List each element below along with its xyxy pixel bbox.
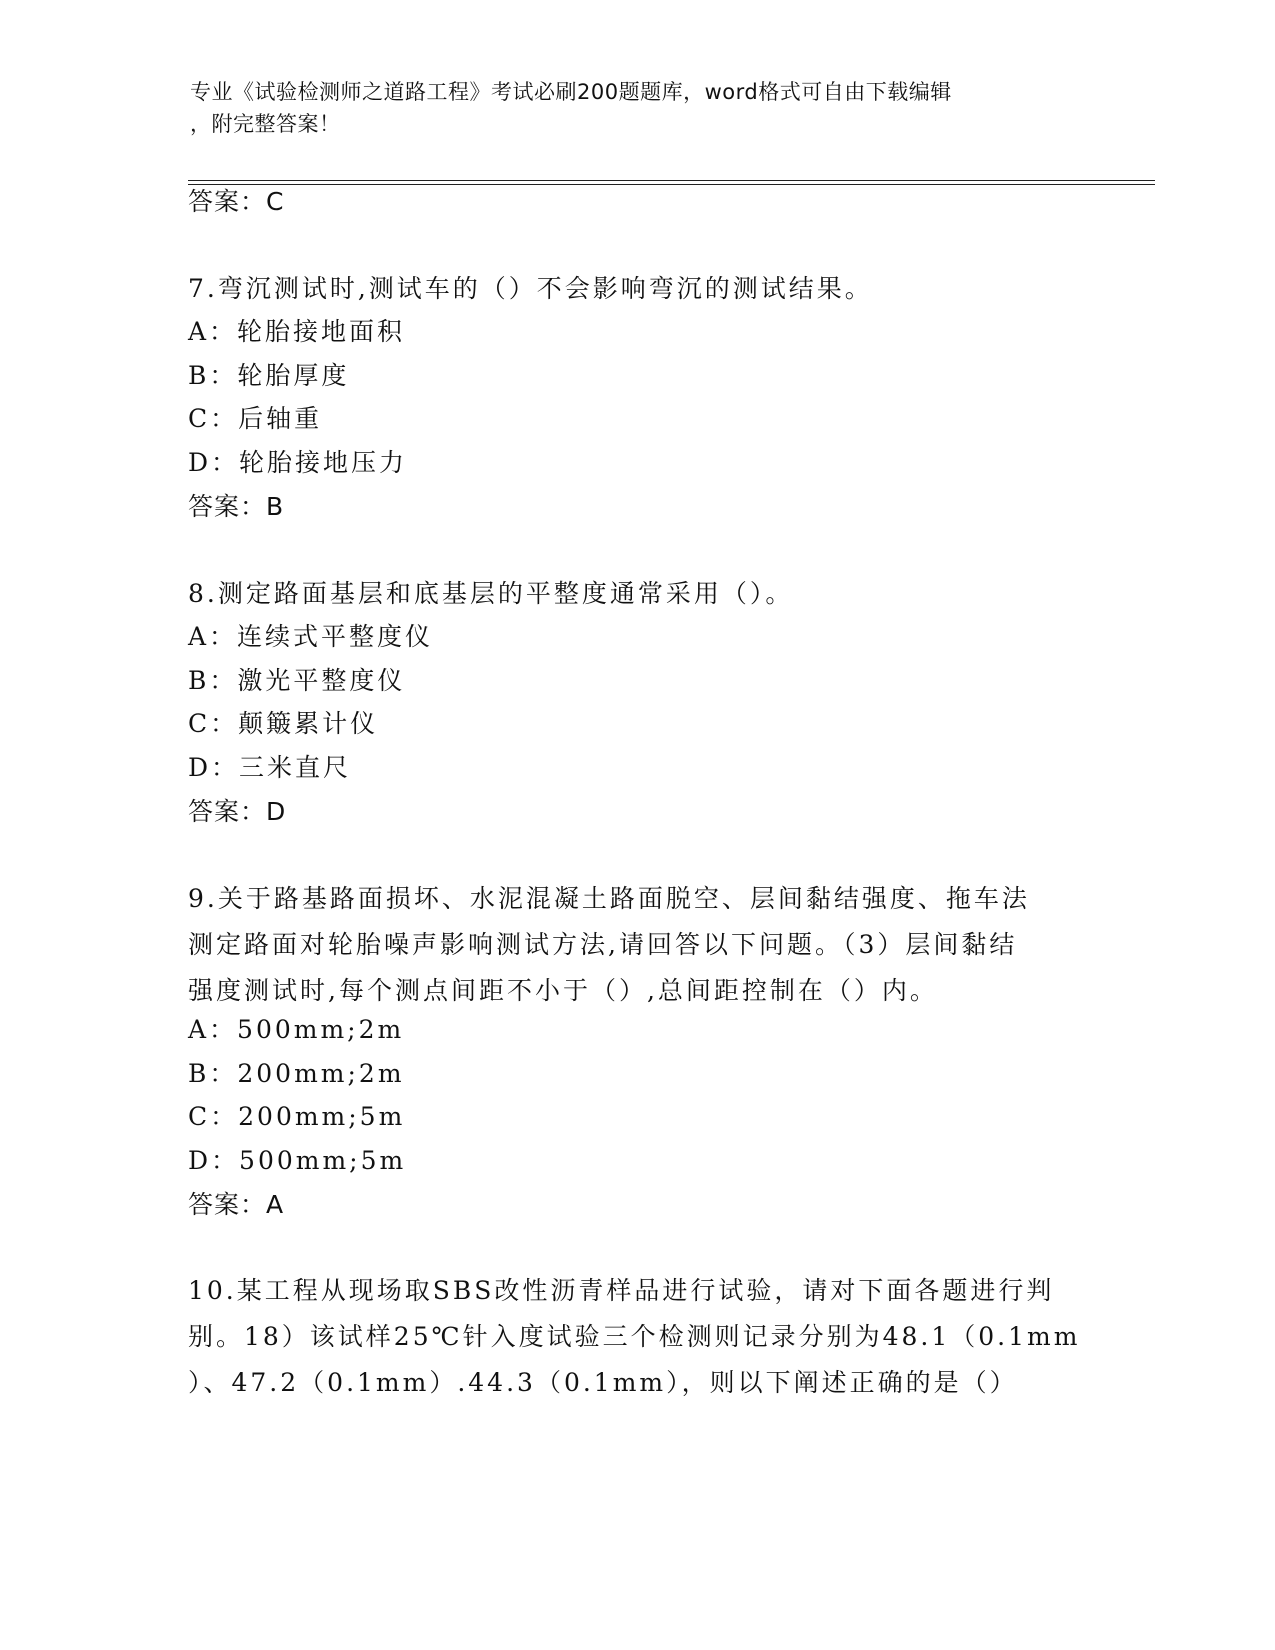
- question-7-stem: [188, 266, 1088, 312]
- header-line-2: ，附完整答案！: [190, 112, 341, 136]
- question-line: 测定路面对轮胎噪声影响测试方法,请回答以下问题。（3）层间黏结: [188, 930, 1018, 959]
- question-10-stem: [188, 1268, 1088, 1406]
- question-7-option-a: A：轮胎接地面积: [188, 317, 406, 346]
- answer-q6: 答案：C: [188, 187, 285, 216]
- header-divider-bottom: [188, 184, 1155, 185]
- question-7-option-b: B：轮胎厚度: [188, 361, 350, 390]
- question-9-option-a: A：500mm;2m: [188, 1015, 405, 1044]
- question-line: 别。18）该试样25℃针入度试验三个检测则记录分别为48.1（0.1mm: [188, 1322, 1081, 1351]
- question-line: 8.测定路面基层和底基层的平整度通常采用（）。: [188, 579, 794, 608]
- question-9-stem: [188, 876, 1088, 1014]
- answer-q7: 答案：B: [188, 492, 285, 521]
- question-line: ）、47.2（0.1mm）.44.3（0.1mm），则以下阐述正确的是（）: [188, 1368, 1018, 1397]
- question-line: 强度测试时,每个测点间距不小于（）,总间距控制在（）内。: [188, 976, 938, 1005]
- question-8-stem: [188, 571, 1088, 617]
- question-line: 9.关于路基路面损坏、水泥混凝土路面脱空、层间黏结强度、拖车法: [188, 884, 1030, 913]
- answer-q8: 答案：D: [188, 797, 287, 826]
- question-8-option-a: A：连续式平整度仪: [188, 622, 434, 651]
- question-7-option-c: C：后轴重: [188, 404, 323, 433]
- answer-q9: 答案：A: [188, 1190, 285, 1219]
- document-header: [190, 76, 1090, 140]
- question-7-option-d: D：轮胎接地压力: [188, 448, 408, 477]
- question-8-option-d: D：三米直尺: [188, 753, 352, 782]
- header-divider-top: [188, 180, 1155, 181]
- question-9-option-c: C：200mm;5m: [188, 1102, 406, 1131]
- question-8-option-b: B：激光平整度仪: [188, 666, 406, 695]
- question-line: 7.弯沉测试时,测试车的（）不会影响弯沉的测试结果。: [188, 274, 873, 303]
- question-9-option-b: B：200mm;2m: [188, 1059, 405, 1088]
- question-8-option-c: C：颠簸累计仪: [188, 709, 379, 738]
- question-9-option-d: D：500mm;5m: [188, 1146, 407, 1175]
- question-line: 10.某工程从现场取SBS改性沥青样品进行试验，请对下面各题进行判: [188, 1276, 1055, 1305]
- header-line-1: 专业《试验检测师之道路工程》考试必刷200题题库，word格式可自由下载编辑: [190, 80, 952, 104]
